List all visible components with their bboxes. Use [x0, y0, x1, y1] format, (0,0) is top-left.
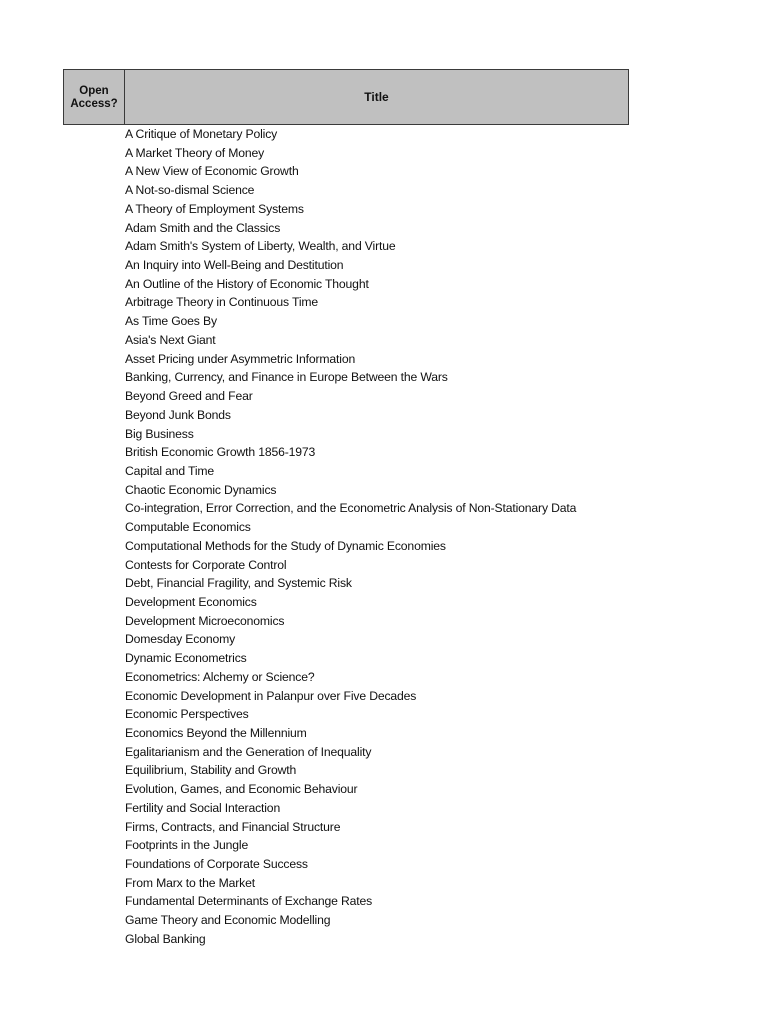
title-row: Beyond Greed and Fear — [125, 389, 253, 404]
title-row: A Critique of Monetary Policy — [125, 127, 278, 141]
title-row: Domesday Economy — [125, 632, 236, 647]
title-row: Banking, Currency, and Finance in Europe Between the Wars — [125, 370, 448, 385]
title-row: Firms, Contracts, and Financial Structure — [125, 819, 341, 834]
title-row: Dynamic Econometrics — [125, 651, 247, 666]
title-row: Capital and Time — [125, 463, 215, 478]
title-row: From Marx to the Market — [125, 875, 255, 890]
title-row: Global Banking — [125, 931, 206, 946]
title-row: Egalitarianism and the Generation of Inequality — [125, 744, 372, 759]
title-row: Equilibrium, Stability and Growth — [125, 763, 297, 778]
title-row: Development Microeconomics — [125, 613, 285, 628]
title-row: Adam Smith and the Classics — [125, 220, 281, 235]
title-row: Economic Perspectives — [125, 707, 249, 722]
open-access-column-header: Open Access? — [64, 70, 125, 124]
title-row: Computational Methods for the Study of Dynamic Economies — [125, 538, 446, 553]
title-row: Economic Development in Palanpur over Five Decades — [125, 688, 417, 703]
title-row: British Economic Growth 1856-1973 — [125, 445, 316, 460]
table-header-row — [63, 69, 629, 125]
title-row: Foundations of Corporate Success — [125, 857, 308, 872]
title-row: Big Business — [125, 426, 194, 441]
title-row: Development Economics — [125, 594, 257, 609]
title-row: Fundamental Determinants of Exchange Rates — [125, 894, 373, 909]
title-row: Arbitrage Theory in Continuous Time — [125, 295, 319, 310]
title-row: As Time Goes By — [125, 314, 217, 329]
title-row: A Market Theory of Money — [125, 145, 265, 160]
title-row: Asset Pricing under Asymmetric Information — [125, 351, 356, 366]
title-row: An Inquiry into Well-Being and Destitution — [125, 258, 344, 273]
title-row: Econometrics: Alchemy or Science? — [125, 669, 315, 684]
title-row: Game Theory and Economic Modelling — [125, 913, 331, 928]
title-row: Beyond Junk Bonds — [125, 407, 231, 422]
title-row: A New View of Economic Growth — [125, 164, 299, 179]
title-row: Footprints in the Jungle — [125, 838, 249, 853]
title-row: Adam Smith's System of Liberty, Wealth, and Virtue — [125, 239, 396, 254]
title-row: Debt, Financial Fragility, and Systemic Risk — [125, 576, 352, 591]
title-row: A Theory of Employment Systems — [125, 201, 304, 216]
title-row: Chaotic Economic Dynamics — [125, 482, 277, 497]
title-row: Fertility and Social Interaction — [125, 800, 281, 815]
title-row: An Outline of the History of Economic Thought — [125, 276, 369, 291]
title-row: A Not-so-dismal Science — [125, 183, 255, 198]
title-row: Co-integration, Error Correction, and the Econometric Analysis of Non-Stationary Data — [125, 501, 577, 516]
title-row: Computable Economics — [125, 520, 251, 535]
title-row: Evolution, Games, and Economic Behaviour — [125, 782, 358, 797]
title-row: Asia's Next Giant — [125, 332, 216, 347]
title-list — [125, 125, 685, 949]
title-column-header: Title — [364, 90, 389, 104]
title-row: Contests for Corporate Control — [125, 557, 287, 572]
title-row: Economics Beyond the Millennium — [125, 726, 307, 740]
